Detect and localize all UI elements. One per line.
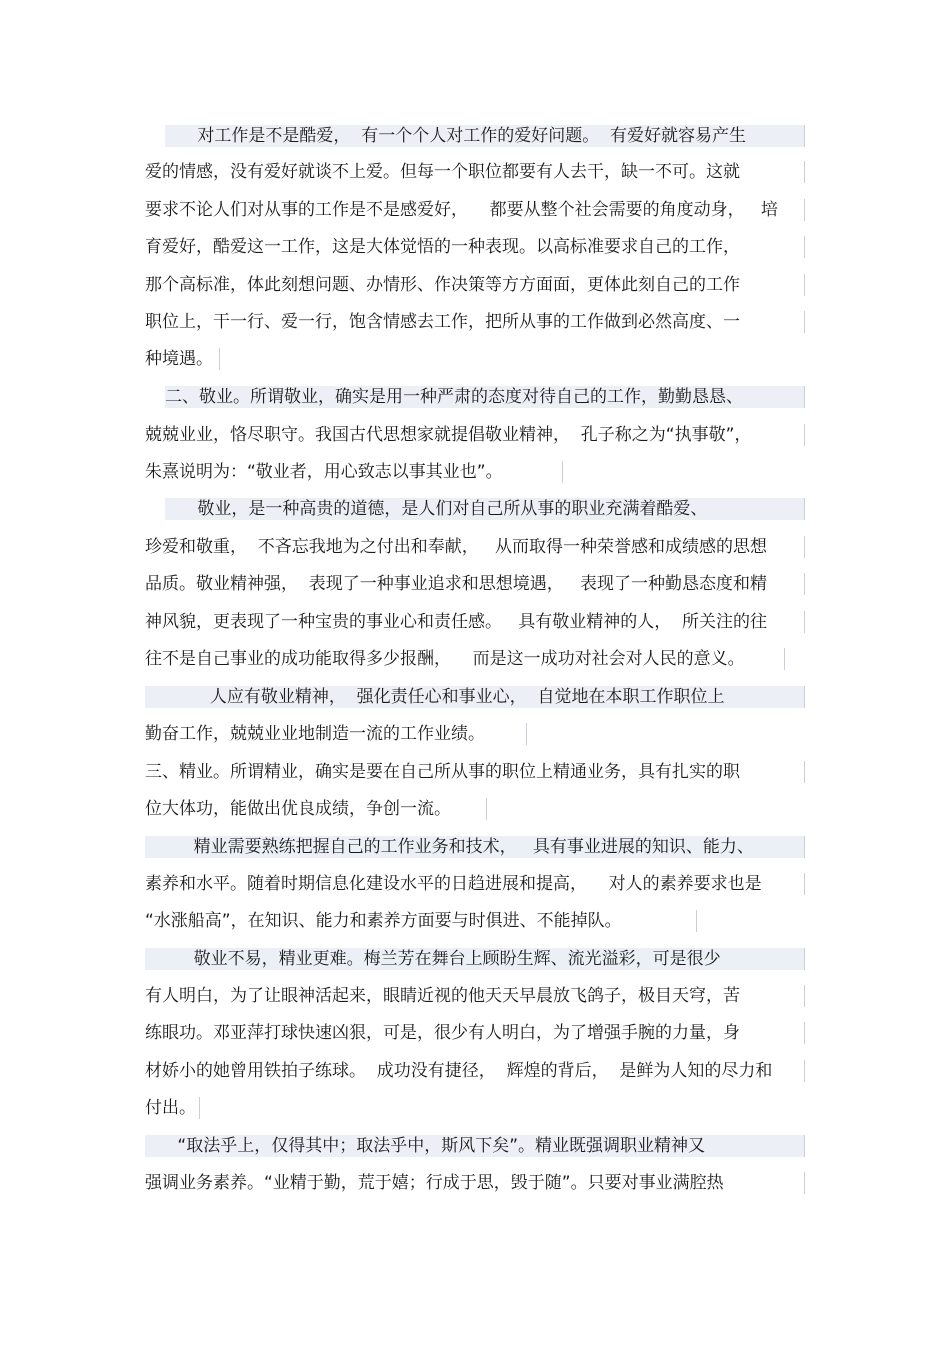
text-line: 对工作是不是酷爱， 有一个个人对工作的爱好问题。 有爱好就容易产生 [165,125,805,147]
text-line: 育爱好，酷爱这一工作，这是大体觉悟的一种表现。以高标准要求自己的工作， [145,236,805,258]
text-line: 往不是自己事业的成功能取得多少报酬， 而是这一成功对社会对人民的意义。 [145,648,785,670]
text-line: 位大体功，能做出优良成绩，争创一流。 [145,798,487,820]
text-line: 三、精业。所谓精业，确实是要在自己所从事的职位上精通业务，具有扎实的职 [145,761,805,783]
text-line: 敬业，是一种高贵的道德，是人们对自己所从事的职业充满着酷爱、 [165,498,805,520]
text-line: “水涨船高”，在知识、能力和素养方面要与时俱进、不能掉队。 [145,910,697,932]
text-line: 有人明白，为了让眼神活起来，眼睛近视的他天天早晨放飞鸽子，极目天穹，苦 [145,985,805,1007]
text-line: 素养和水平。随着时期信息化建设水平的日趋进展和提高， 对人的素养要求也是 [145,873,805,895]
text-line: 材娇小的她曾用铁拍子练球。 成功没有捷径， 辉煌的背后， 是鲜为人知的尽力和 [145,1060,805,1082]
text-line: 爱的情感，没有爱好就谈不上爱。但每一个职位都要有人去干，缺一不可。这就 [145,161,805,183]
text-line: 人应有敬业精神， 强化责任心和事业心， 自觉地在本职工作职位上 [145,686,805,708]
text-line: 敬业不易，精业更难。梅兰芳在舞台上顾盼生辉、流光溢彩，可是很少 [145,948,805,970]
text-line: 兢兢业业，恪尽职守。我国古代思想家就提倡敬业精神， 孔子称之为“执事敬”， [145,424,805,446]
text-line: 付出。 [145,1097,200,1119]
text-line: 强调业务素养。“业精于勤，荒于嬉；行成于思，毁于随”。只要对事业满腔热 [145,1172,805,1194]
text-line: 朱熹说明为：“敬业者，用心致志以事其业也”。 [145,461,563,483]
text-line: 神风貌，更表现了一种宝贵的事业心和责任感。 具有敬业精神的人， 所关注的往 [145,611,805,633]
text-line: 种境遇。 [145,348,220,370]
text-line: 要求不论人们对从事的工作是不是感爱好， 都要从整个社会需要的角度动身， 培 [145,199,805,221]
text-line: 练眼功。邓亚萍打球快速凶狠，可是，很少有人明白，为了增强手腕的力量，身 [145,1022,805,1044]
text-line: 珍爱和敬重， 不吝忘我地为之付出和奉献， 从而取得一种荣誉感和成绩感的思想 [145,536,805,558]
text-line: 精业需要熟练把握自己的工作业务和技术， 具有事业进展的知识、能力、 [145,836,805,858]
text-line: “取法乎上，仅得其中；取法乎中，斯风下矣”。精业既强调职业精神又 [145,1135,805,1157]
text-line: 那个高标准，体此刻想问题、办情形、作决策等方方面面，更体此刻自己的工作 [145,274,805,296]
text-line: 品质。敬业精神强， 表现了一种事业追求和思想境遇， 表现了一种勤恳态度和精 [145,573,805,595]
text-line: 二、敬业。所谓敬业，确实是用一种严肃的态度对待自己的工作，勤勤恳恳、 [165,386,805,408]
text-line: 勤奋工作，兢兢业业地制造一流的工作业绩。 [145,723,527,745]
text-line: 职位上，干一行、爱一行，饱含情感去工作，把所从事的工作做到必然高度、一 [145,311,805,333]
